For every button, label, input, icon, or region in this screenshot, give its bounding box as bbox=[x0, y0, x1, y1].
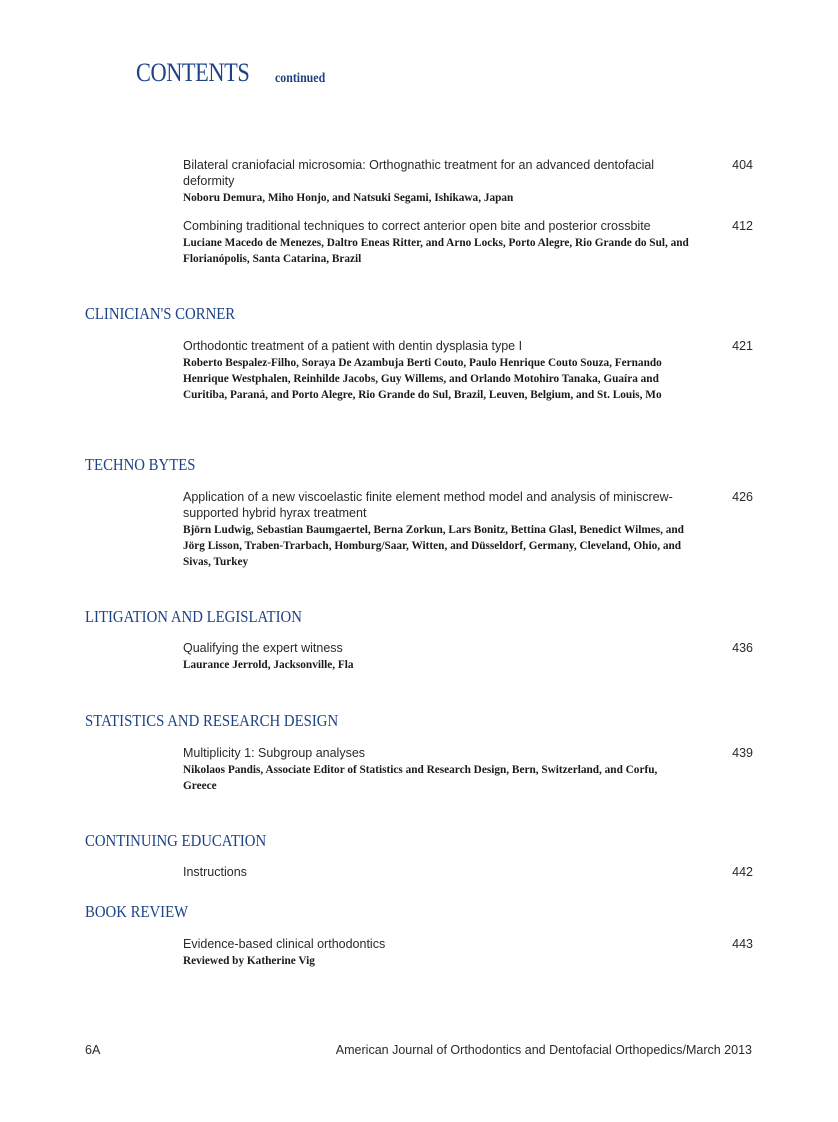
entry-authors: Luciane Macedo de Menezes, Daltro Eneas Ritter, and Arno Locks, Porto Alegre, Rio Grande do Sul, and Florianópolis, Santa Catarina, Brazil bbox=[183, 235, 689, 265]
toc-entry[interactable] bbox=[183, 218, 753, 266]
entry-page-number: 443 bbox=[732, 937, 753, 951]
page-title: CONTENTS bbox=[136, 58, 250, 87]
toc-entry[interactable] bbox=[183, 936, 753, 968]
entry-page-number: 426 bbox=[732, 490, 753, 504]
section-heading-techno-bytes: TECHNO BYTES bbox=[85, 455, 196, 474]
toc-entry[interactable] bbox=[183, 157, 753, 205]
page-subtitle: continued bbox=[275, 70, 326, 85]
entry-page-number: 421 bbox=[732, 339, 753, 353]
entry-authors: Nikolaos Pandis, Associate Editor of Statistics and Research Design, Bern, Switzerland, and Corfu, Greece bbox=[183, 762, 658, 792]
entry-page-number: 404 bbox=[732, 158, 753, 172]
entry-page-number: 412 bbox=[732, 219, 753, 233]
entry-title[interactable]: Application of a new viscoelastic finite element method model and analysis of miniscrew-supported hybrid hyrax treatment bbox=[183, 490, 673, 520]
section-heading-clinicians-corner: CLINICIAN'S CORNER bbox=[85, 304, 236, 323]
footer-page-label: 6A bbox=[85, 1043, 101, 1057]
toc-entry[interactable] bbox=[183, 338, 753, 402]
entry-title[interactable]: Combining traditional techniques to correct anterior open bite and posterior crossbite bbox=[183, 219, 651, 233]
entry-page-number: 442 bbox=[732, 865, 753, 879]
section-heading-book-review: BOOK REVIEW bbox=[85, 902, 189, 921]
section-heading-continuing-education: CONTINUING EDUCATION bbox=[85, 831, 267, 850]
entry-title[interactable]: Bilateral craniofacial microsomia: Orthognathic treatment for an advanced dentofacial deformity bbox=[183, 158, 655, 188]
section-heading-litigation-and-legislation: LITIGATION AND LEGISLATION bbox=[85, 607, 302, 626]
entry-title[interactable]: Instructions bbox=[183, 865, 247, 879]
footer-journal-name: American Journal of Orthodontics and Dentofacial Orthopedics/March 2013 bbox=[335, 1043, 752, 1057]
entry-authors: Björn Ludwig, Sebastian Baumgaertel, Berna Zorkun, Lars Bonitz, Bettina Glasl, Benedict Wilmes, and Jörg Lisson, Traben-Trarbach, Homburg/Saar, Witten, and Düsseldorf, Germany, Cleveland, Ohio, and Sivas, Turkey bbox=[183, 522, 684, 568]
entry-title[interactable]: Evidence-based clinical orthodontics bbox=[183, 937, 386, 951]
entry-authors: Laurance Jerrold, Jacksonville, Fla bbox=[183, 657, 354, 671]
entry-title[interactable]: Orthodontic treatment of a patient with dentin dysplasia type I bbox=[183, 339, 523, 353]
entry-page-number: 439 bbox=[732, 746, 753, 760]
toc-entry[interactable] bbox=[183, 864, 753, 880]
entry-title[interactable]: Qualifying the expert witness bbox=[183, 641, 343, 655]
entry-authors: Noboru Demura, Miho Honjo, and Natsuki Segami, Ishikawa, Japan bbox=[183, 190, 514, 204]
entry-authors: Reviewed by Katherine Vig bbox=[183, 953, 315, 967]
toc-entry[interactable] bbox=[183, 489, 753, 569]
toc-entry[interactable] bbox=[183, 745, 753, 793]
entry-authors: Roberto Bespalez-Filho, Soraya De Azambuja Berti Couto, Paulo Henrique Couto Souza, Fernando Henrique Westphalen, Reinhilde Jacobs, Guy Willems, and Orlando Motohiro Tanaka, Guaíra and Curitiba, Paraná, and Porto Alegre, Rio Grande do Sul, Brazil, Leuven, Belgium, and St. Louis, Mo bbox=[183, 355, 662, 401]
entry-title[interactable]: Multiplicity 1: Subgroup analyses bbox=[183, 746, 366, 760]
toc-entry[interactable] bbox=[183, 640, 753, 672]
section-heading-statistics-and-research-design: STATISTICS AND RESEARCH DESIGN bbox=[85, 711, 339, 730]
entry-page-number: 436 bbox=[732, 641, 753, 655]
